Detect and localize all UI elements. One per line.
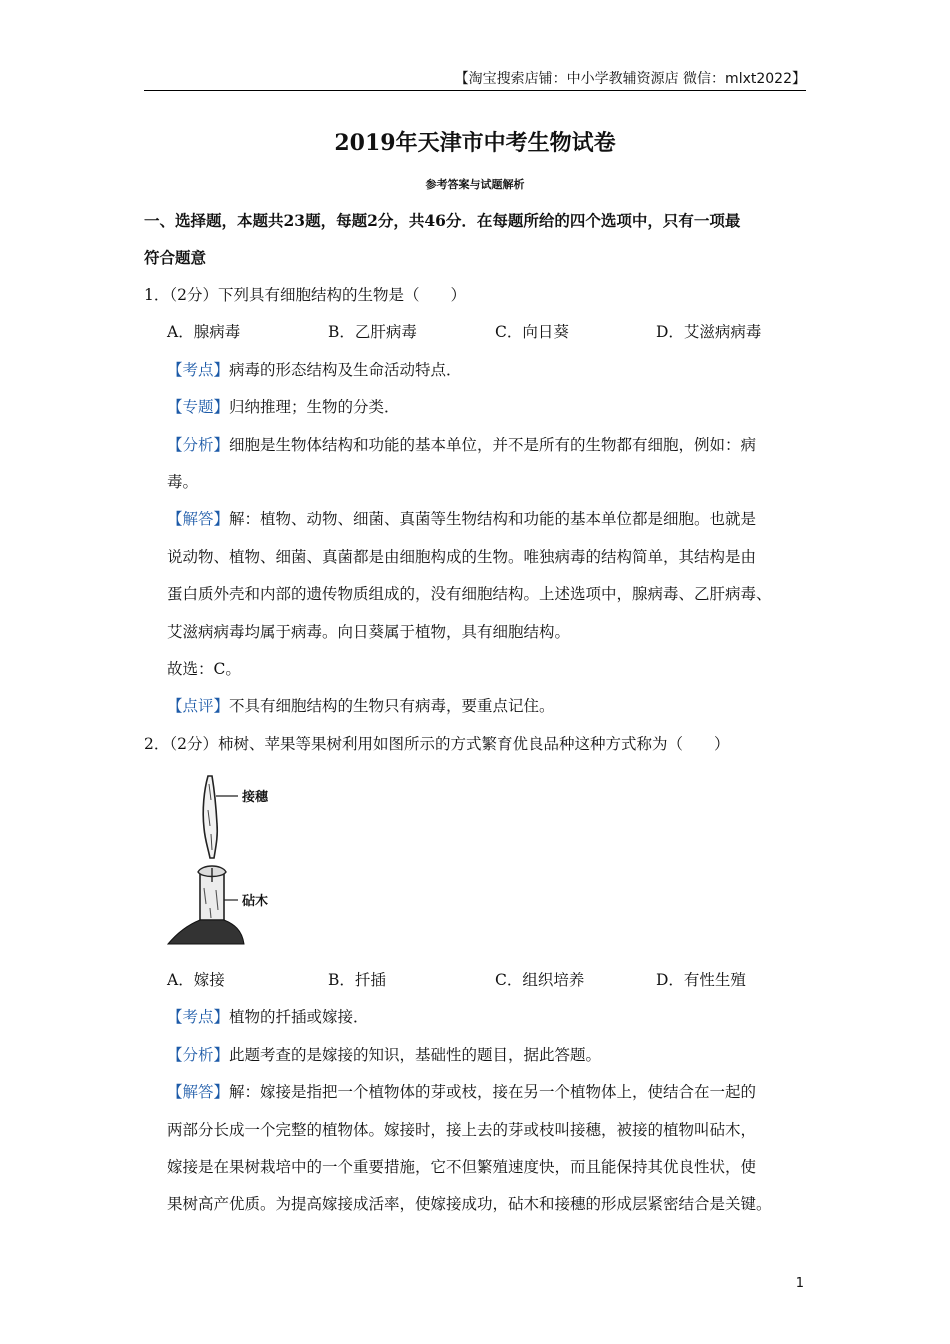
header-rule [144,90,806,91]
q2-jieda-line3: 嫁接是在果树栽培中的一个重要措施，它不但繁殖速度快，而且能保持其优良性状，使 [167,1158,757,1176]
q2-jieda-line2: 两部分长成一个完整的植物体。嫁接时，接上去的芽或枝叫接穗，被接的植物叫砧木， [167,1121,757,1139]
section-heading-line2: 符合题意 [144,248,207,267]
q2-kaodian-tag: 【考点】 [167,1008,230,1026]
q1-jieda [167,509,756,529]
q1-jieda-text: 解：植物、动物、细菌、真菌等生物结构和功能的基本单位都是细胞。也就是 [229,510,757,528]
q2-option-b: B．扦插 [328,971,386,989]
q1-answer: 故选：C。 [167,660,241,678]
q2-jieda-tag: 【解答】 [167,1083,230,1101]
q1-option-c: C．向日葵 [495,323,569,341]
q1-jieda-line2: 说动物、植物、细菌、真菌都是由细胞构成的生物。唯独病毒的结构简单，其结构是由 [167,548,757,566]
q1-kaodian [167,360,462,380]
page-subtitle: 参考答案与试题解析 [425,178,525,191]
q1-jieda-line4: 艾滋病病毒均属于病毒。向日葵属于植物，具有细胞结构。 [167,623,571,641]
q2-jieda-text: 解：嫁接是指把一个植物体的芽或枝，接在另一个植物体上，使结合在一起的 [229,1083,757,1101]
q1-fenxi [167,435,756,455]
rootstock-label: 砧木 [242,894,269,909]
q2-option-c: C．组织培养 [495,971,585,989]
q1-zhuanti [167,397,400,417]
q1-dianping-tag: 【点评】 [167,697,230,715]
q1-fenxi-tag: 【分析】 [167,436,230,454]
q1-option-a: A．腺病毒 [167,323,241,341]
q1-option-d: D．艾滋病病毒 [656,323,762,341]
q2-jieda [167,1082,756,1102]
q1-zhuanti-tag: 【专题】 [167,398,230,416]
q2-option-a: A．嫁接 [167,971,225,989]
header-note: 【淘宝搜索店铺：中小学教辅资源店 微信：mlxt2022】 [454,71,806,87]
q2-option-d: D．有性生殖 [656,971,746,989]
q2-fenxi [167,1045,601,1065]
q1-fenxi-text: 细胞是生物体结构和功能的基本单位，并不是所有的生物都有细胞，例如：病 [229,436,757,454]
q1-dianping [167,696,555,716]
q1-stem: 1．（2分）下列具有细胞结构的生物是（ ） [144,286,466,304]
q1-zhuanti-text: 归纳推理；生物的分类． [229,398,400,416]
q1-dianping-text: 不具有细胞结构的生物只有病毒，要重点记住。 [229,697,555,715]
q2-kaodian-text: 植物的扦插或嫁接． [229,1008,369,1026]
q2-jieda-line4: 果树高产优质。为提高嫁接成活率，使嫁接成功，砧木和接穗的形成层紧密结合是关键。 [167,1195,772,1213]
section-heading-line1: 一、选择题，本题共23题，每题2分，共46分．在每题所给的四个选项中，只有一项最 [144,211,741,230]
q2-fenxi-tag: 【分析】 [167,1046,230,1064]
q2-stem: 2．（2分）柿树、苹果等果树利用如图所示的方式繁育优良品种这种方式称为（ ） [144,735,730,753]
scion-label: 接穗 [242,790,269,805]
q1-option-b: B．乙肝病毒 [328,323,417,341]
soil-shape [168,920,244,944]
q1-kaodian-text: 病毒的形态结构及生命活动特点． [229,361,462,379]
q1-jieda-tag: 【解答】 [167,510,230,528]
page-number: 1 [795,1276,804,1291]
q2-fenxi-text: 此题考查的是嫁接的知识，基础性的题目，据此答题。 [229,1046,602,1064]
q1-jieda-line3: 蛋白质外壳和内部的遗传物质组成的，没有细胞结构。上述选项中，腺病毒、乙肝病毒、 [167,585,772,603]
q1-kaodian-tag: 【考点】 [167,361,230,379]
page-title: 2019年天津市中考生物试卷 [334,130,616,156]
q1-fenxi-cont: 毒。 [167,473,199,491]
q2-kaodian [167,1007,369,1027]
grafting-figure [164,770,276,948]
scion-shape [203,776,217,858]
